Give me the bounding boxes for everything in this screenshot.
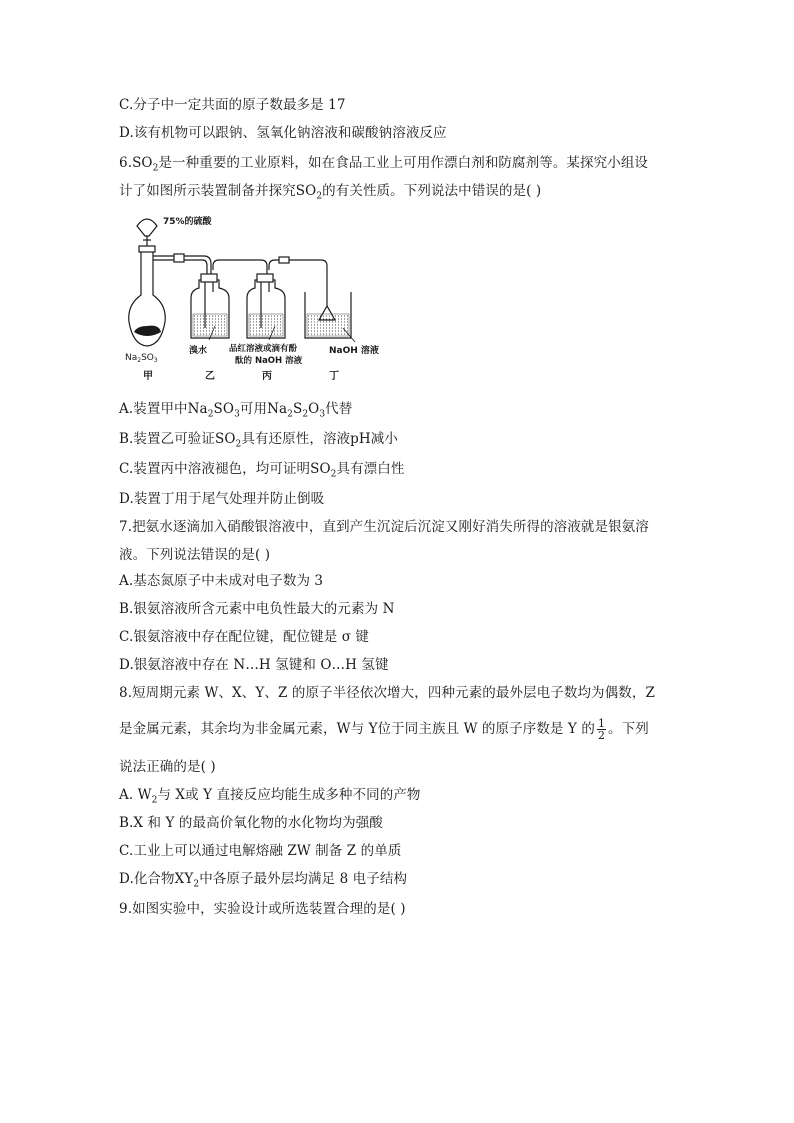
q7-option-d: D.银氨溶液中存在 N…H 氢键和 O…H 氢键: [119, 657, 389, 673]
fraction-one-half: $\frac{1}{2}$: [597, 717, 606, 742]
bottle-bing-label-1: 品红溶液或滴有酚: [229, 344, 298, 354]
q7-option-b: B.银氨溶液所含元素中电负性最大的元素为 N: [119, 601, 395, 617]
q6-option-b: B.装置乙可验证$SO_2$具有还原性，溶液pH减小: [119, 431, 398, 450]
bottle-bing: [247, 280, 285, 338]
q6-stem-line1: $6.SO_2$是一种重要的工业原料，如在食品工业上可用作漂白剂和防腐剂等。某探究小组设: [119, 155, 649, 174]
label-jia: 甲: [143, 371, 153, 382]
bottle-yi: [191, 280, 229, 338]
bottle-bing-label-2: 酞的 NaOH 溶液: [235, 356, 303, 366]
q6-stem-line2: 计了如图所示装置制备并探究$SO_2$的有关性质。下列说法中错误的是( ): [119, 183, 542, 202]
label-yi: 乙: [205, 371, 215, 382]
separatory-funnel: [137, 219, 157, 236]
q5-option-c: C.分子中一定共面的原子数最多是 17: [119, 97, 346, 113]
q7-stem-line2: 液。下列说法错误的是( ): [119, 547, 271, 563]
q8-stem-line2: 是金属元素，其余均为非金属元素，W与 Y位于同主族且 W 的原子序数是 Y 的 $\frac{1}{2}$ 。下列: [119, 717, 649, 742]
q8-option-b: B.X 和 Y 的最高价氧化物的水化物均为强酸: [119, 815, 383, 831]
q7-option-a: A.基态氮原子中未成对电子数为 3: [119, 573, 324, 589]
q7-stem-line1: 7.把氨水逐滴加入硝酸银溶液中，直到产生沉淀后沉淀又刚好消失所得的溶液就是银氨溶: [119, 519, 649, 535]
q5-option-d: D.该有机物可以跟钠、氢氧化钠溶液和碳酸钠溶液反应: [119, 125, 447, 141]
q8-option-c: C.工业上可以通过电解熔融 ZW 制备 Z 的单质: [119, 843, 402, 859]
label-bing: 丙: [262, 371, 272, 382]
q9-stem: 9.如图实验中，实验设计或所选装置合理的是( ): [119, 901, 406, 917]
q8-option-d: D.化合物$XY_2$中各原子最外层均满足 8 电子结构: [119, 871, 408, 890]
label-ding: 丁: [329, 371, 339, 382]
beaker-label: NaOH 溶液: [329, 346, 379, 356]
q8-option-a: A. $W_2$与 X或 Y 直接反应均能生成多种不同的产物: [119, 787, 421, 806]
q8-stem-line3: 说法正确的是( ): [119, 759, 216, 775]
q6-option-d: D.装置丁用于尾气处理并防止倒吸: [119, 491, 325, 507]
flask-label: $Na_2SO_3$: [125, 353, 158, 364]
q7-option-c: C.银氨溶液中存在配位键，配位键是 σ 键: [119, 629, 370, 645]
apparatus-diagram: [119, 210, 399, 385]
q8-stem-line1: 8.短周期元素 W、X、Y、Z 的原子半径依次增大，四种元素的最外层电子数均为偶数，Z: [119, 685, 655, 701]
q6-option-a: A.装置甲中$Na_2SO_3$可用$Na_2S_2O_3$代替: [119, 401, 353, 420]
acid-label: 75%的硫酸: [163, 217, 212, 227]
bottle-yi-label: 溴水: [189, 346, 208, 356]
q6-option-c: C.装置丙中溶液褪色，均可证明$SO_2$具有漂白性: [119, 461, 405, 480]
